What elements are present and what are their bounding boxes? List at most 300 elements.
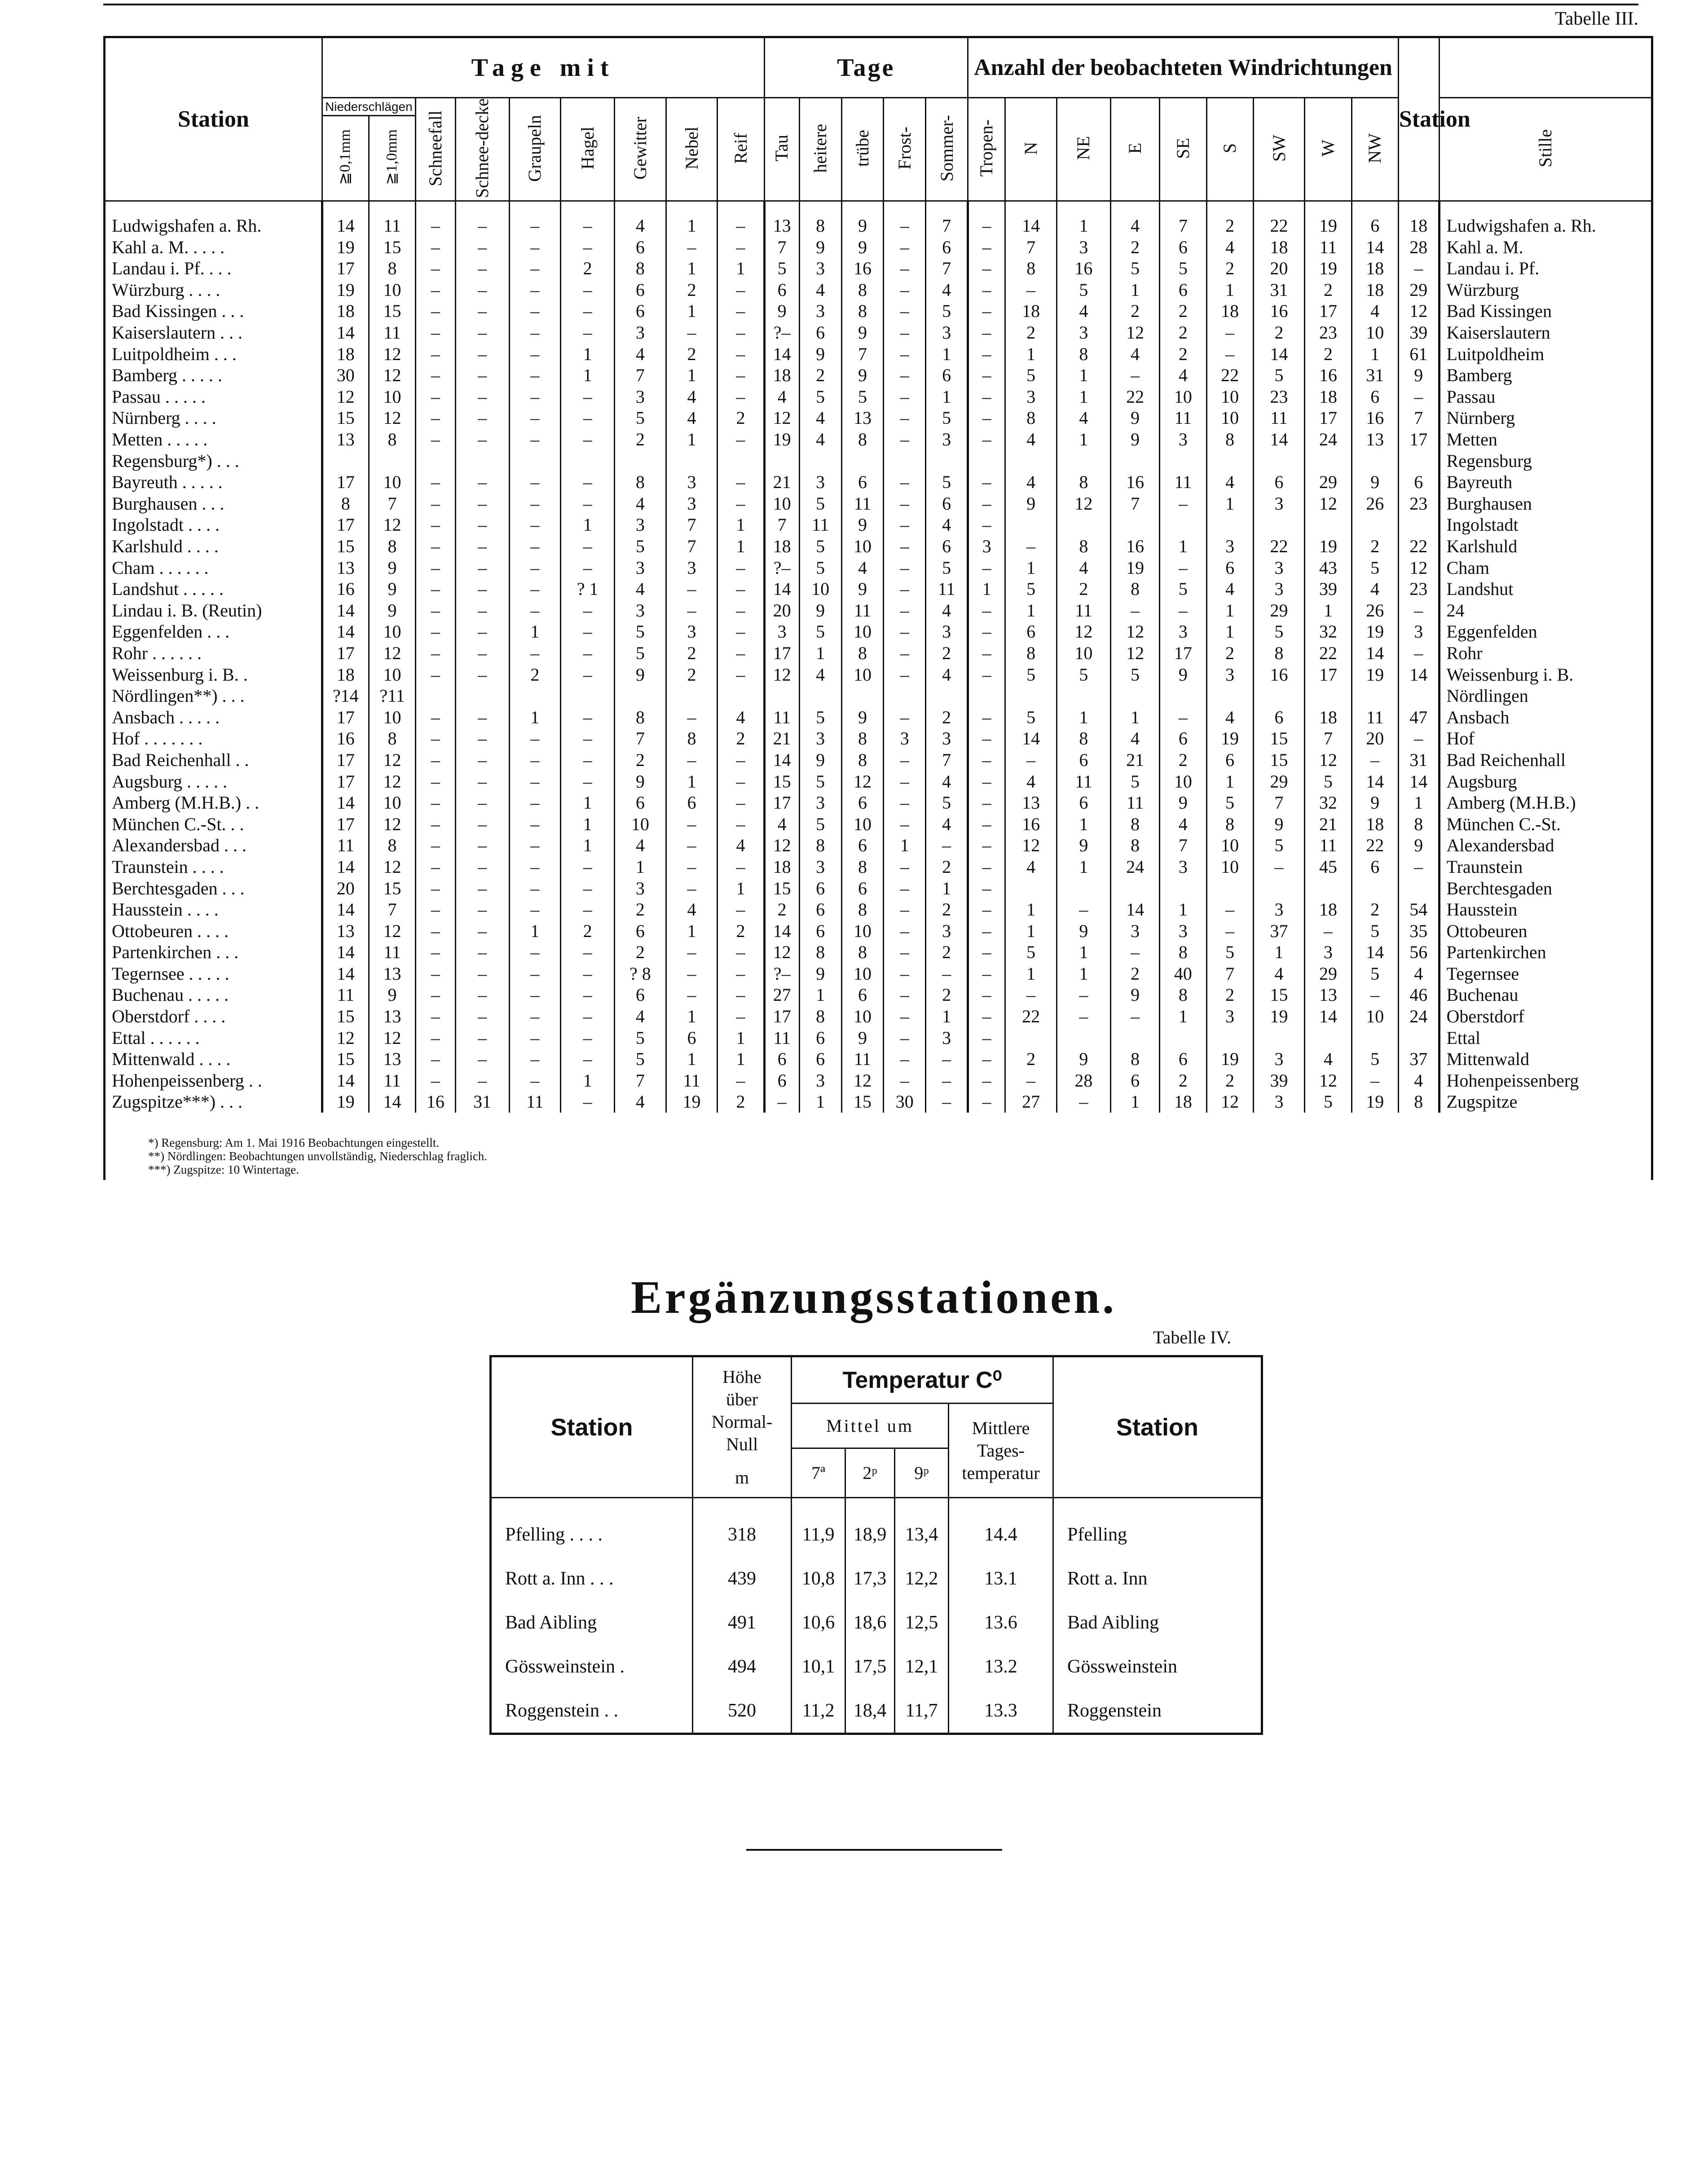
cell-value: –: [1160, 600, 1206, 621]
cell-value: 7: [369, 899, 415, 920]
cell-value: 8: [1110, 578, 1159, 600]
table-row: [105, 899, 1652, 920]
cell-value: 56: [1398, 942, 1439, 963]
table-row: [105, 450, 1652, 472]
t4-station-header-right: Station: [1053, 1356, 1262, 1498]
cell-value: 14: [764, 343, 799, 365]
cell-value: 11: [1160, 407, 1206, 429]
cell-value: –: [968, 557, 1005, 579]
cell-value: 11: [666, 1070, 718, 1092]
cell-value: –: [455, 429, 509, 450]
station-name-right: Zugspitze: [1439, 1091, 1652, 1113]
cell-value: 6: [1160, 279, 1206, 301]
cell-value: 15: [1253, 984, 1305, 1006]
station-name: Alexandersbad . . .: [105, 835, 322, 856]
cell-value: –: [509, 279, 561, 301]
cell-value: 5: [1160, 258, 1206, 279]
cell-value: 10,1: [792, 1645, 845, 1689]
cell-value: –: [509, 386, 561, 408]
cell-value: 16: [416, 1091, 456, 1113]
cell-value: –: [968, 835, 1005, 856]
cell-value: 12: [841, 771, 884, 792]
cell-value: –: [884, 322, 926, 343]
cell-value: 6: [1110, 1070, 1159, 1092]
cell-value: 12: [764, 664, 799, 686]
cell-value: 5: [1057, 279, 1111, 301]
cell-value: 32: [1305, 792, 1351, 814]
cell-value: –: [718, 1006, 764, 1027]
cell-value: 4: [1005, 771, 1057, 792]
cell-value: 19: [764, 429, 799, 450]
cell-value: –: [455, 493, 509, 515]
cell-value: 15: [322, 1006, 369, 1027]
cell-value: 7: [369, 493, 415, 515]
cell-value: –: [561, 300, 615, 322]
cell-value: [1160, 450, 1206, 472]
cell-value: –: [718, 600, 764, 621]
cell-value: 8: [369, 429, 415, 450]
cell-value: 4: [615, 215, 666, 237]
cell-value: 14: [1351, 643, 1398, 664]
cell-value: 18: [1351, 258, 1398, 279]
cell-value: 6: [1206, 557, 1253, 579]
cell-value: [1005, 450, 1057, 472]
cell-value: –: [509, 963, 561, 985]
cell-value: 16: [322, 578, 369, 600]
cell-value: 4: [1057, 557, 1111, 579]
cell-value: 24: [1398, 1006, 1439, 1027]
cell-value: 11,2: [792, 1689, 845, 1734]
cell-value: 3: [1253, 1091, 1305, 1113]
cell-value: –: [455, 557, 509, 579]
cell-value: 7: [666, 536, 718, 557]
table-row: [491, 1601, 1262, 1645]
cell-value: 5: [799, 493, 841, 515]
station-name-right: München C.-St.: [1439, 814, 1652, 835]
cell-value: 2: [561, 258, 615, 279]
cell-value: 4: [615, 578, 666, 600]
cell-value: [615, 685, 666, 707]
cell-value: –: [509, 792, 561, 814]
cell-value: 12,5: [895, 1601, 949, 1645]
cell-value: 9: [841, 322, 884, 343]
station-name: Oberstdorf . . . .: [105, 1006, 322, 1027]
cell-value: 3: [666, 493, 718, 515]
cell-value: –: [1057, 1006, 1111, 1027]
cell-value: 9: [615, 664, 666, 686]
cell-value: 4: [1110, 343, 1159, 365]
cell-value: 10: [841, 664, 884, 686]
cell-value: 2: [764, 899, 799, 920]
cell-value: –: [718, 856, 764, 878]
cell-value: 9: [799, 600, 841, 621]
cell-value: 8: [841, 749, 884, 771]
cell-value: 3: [968, 536, 1005, 557]
cell-value: –: [455, 664, 509, 686]
cell-value: –: [455, 258, 509, 279]
cell-value: –: [1253, 856, 1305, 878]
station-name: Rohr . . . . . .: [105, 643, 322, 664]
station-name-right: Bad Reichenhall: [1439, 749, 1652, 771]
cell-value: 14: [1253, 343, 1305, 365]
cell-value: –: [416, 771, 456, 792]
cell-value: –: [416, 557, 456, 579]
cell-value: 37: [1253, 920, 1305, 942]
cell-value: –: [718, 343, 764, 365]
cell-value: 3: [926, 429, 968, 450]
cell-value: [1057, 514, 1111, 536]
cell-value: –: [561, 664, 615, 686]
cell-value: –: [509, 365, 561, 386]
cell-value: –: [509, 942, 561, 963]
cell-value: 2: [1005, 1048, 1057, 1070]
cell-value: –: [561, 557, 615, 579]
cell-value: 7: [1206, 963, 1253, 985]
cell-value: 7: [1160, 215, 1206, 237]
cell-value: –: [666, 963, 718, 985]
station-name: Burghausen . . .: [105, 493, 322, 515]
cell-value: 6: [841, 471, 884, 493]
cell-value: ? 1: [561, 578, 615, 600]
cell-value: 1: [561, 343, 615, 365]
cell-value: 1: [799, 1091, 841, 1113]
cell-value: –: [718, 814, 764, 835]
cell-value: 13: [322, 557, 369, 579]
cell-value: [1110, 450, 1159, 472]
cell-value: 10: [369, 279, 415, 301]
cell-value: –: [884, 878, 926, 899]
cell-value: 4: [1005, 429, 1057, 450]
station-name: Amberg (M.H.B.) . .: [105, 792, 322, 814]
cell-value: [1206, 1027, 1253, 1049]
cell-value: 15: [369, 237, 415, 258]
cell-value: [1351, 685, 1398, 707]
cell-value: –: [416, 1027, 456, 1049]
cell-value: 2: [1206, 1070, 1253, 1092]
station-name-right: Rohr: [1439, 643, 1652, 664]
cell-value: 11: [369, 942, 415, 963]
cell-value: –: [884, 343, 926, 365]
cell-value: 17: [1305, 407, 1351, 429]
footnote-2: **) Nördlingen: Beobachtungen unvollständig, Niederschlag fraglich.: [148, 1149, 488, 1163]
cell-value: 26: [1351, 493, 1398, 515]
cell-value: 3: [926, 1027, 968, 1049]
cell-value: 1: [509, 707, 561, 728]
header-heitere: heitere: [799, 98, 841, 201]
cell-value: 10: [841, 621, 884, 643]
cell-value: –: [968, 1091, 1005, 1113]
cell-value: 21: [1305, 814, 1351, 835]
cell-value: 7: [1398, 407, 1439, 429]
cell-value: 1: [1005, 557, 1057, 579]
cell-value: 8: [841, 942, 884, 963]
cell-value: 1: [1160, 899, 1206, 920]
cell-value: 16: [1305, 365, 1351, 386]
cell-value: 2: [1160, 749, 1206, 771]
cell-value: 11: [322, 835, 369, 856]
cell-value: 16: [1253, 664, 1305, 686]
cell-value: 3: [1206, 1006, 1253, 1027]
cell-value: 14: [1351, 942, 1398, 963]
cell-value: –: [968, 814, 1005, 835]
table-row: [105, 942, 1652, 963]
cell-value: ?–: [764, 963, 799, 985]
cell-value: –: [968, 728, 1005, 749]
cell-value: 10: [799, 578, 841, 600]
cell-value: –: [718, 664, 764, 686]
cell-value: 4: [926, 814, 968, 835]
cell-value: 9: [1351, 792, 1398, 814]
cell-value: –: [968, 365, 1005, 386]
cell-value: 4: [1005, 856, 1057, 878]
cell-value: 1: [1057, 429, 1111, 450]
cell-value: 12: [1110, 643, 1159, 664]
cell-value: 10: [841, 814, 884, 835]
cell-value: 10: [1351, 322, 1398, 343]
cell-value: –: [416, 279, 456, 301]
cell-value: 1: [799, 984, 841, 1006]
cell-value: –: [455, 1006, 509, 1027]
station-name: Zugspitze***) . . .: [105, 1091, 322, 1113]
cell-value: –: [968, 300, 1005, 322]
cell-value: –: [884, 856, 926, 878]
cell-value: 13.6: [949, 1601, 1053, 1645]
cell-value: –: [509, 322, 561, 343]
station-name: Kahl a. M. . . . .: [105, 237, 322, 258]
cell-value: –: [561, 878, 615, 899]
cell-value: 19: [1351, 664, 1398, 686]
cell-value: 3: [1253, 578, 1305, 600]
cell-value: 1: [561, 514, 615, 536]
cell-value: 5: [1005, 578, 1057, 600]
cell-value: –: [718, 984, 764, 1006]
cell-value: 8: [615, 471, 666, 493]
cell-value: [416, 450, 456, 472]
cell-value: 54: [1398, 899, 1439, 920]
cell-value: 10: [1206, 856, 1253, 878]
cell-value: 1: [561, 814, 615, 835]
station-name: Regensburg*) . . .: [105, 450, 322, 472]
cell-value: 6: [1253, 707, 1305, 728]
cell-value: 7: [1160, 835, 1206, 856]
cell-value: 6: [799, 899, 841, 920]
cell-value: 13.2: [949, 1645, 1053, 1689]
cell-value: 1: [666, 300, 718, 322]
cell-value: –: [666, 707, 718, 728]
cell-value: 5: [1206, 942, 1253, 963]
cell-value: 16: [1110, 471, 1159, 493]
cell-value: –: [561, 984, 615, 1006]
cell-value: 6: [799, 1027, 841, 1049]
cell-value: [1206, 514, 1253, 536]
cell-value: 14: [322, 856, 369, 878]
cell-value: –: [884, 664, 926, 686]
cell-value: [1398, 514, 1439, 536]
cell-value: 11: [1057, 771, 1111, 792]
cell-value: –: [884, 536, 926, 557]
cell-value: –: [509, 429, 561, 450]
station-header-left: Station: [105, 37, 322, 201]
cell-value: –: [509, 536, 561, 557]
cell-value: 18: [1005, 300, 1057, 322]
station-name-right: Bayreuth: [1439, 471, 1652, 493]
cell-value: [455, 685, 509, 707]
cell-value: 29: [1253, 771, 1305, 792]
cell-value: 30: [322, 365, 369, 386]
table-row: [105, 386, 1652, 408]
cell-value: 18: [1160, 1091, 1206, 1113]
cell-value: [561, 685, 615, 707]
cell-value: 1: [561, 835, 615, 856]
cell-value: 10: [841, 963, 884, 985]
cell-value: 6: [799, 1048, 841, 1070]
cell-value: –: [666, 237, 718, 258]
cell-value: 21: [764, 728, 799, 749]
cell-value: –: [1005, 1070, 1057, 1092]
station-name: Tegernsee . . . . .: [105, 963, 322, 985]
cell-value: –: [926, 835, 968, 856]
cell-value: 29: [1305, 963, 1351, 985]
cell-value: 8: [1398, 814, 1439, 835]
cell-value: –: [455, 1070, 509, 1092]
cell-value: 5: [926, 557, 968, 579]
cell-value: 21: [1110, 749, 1159, 771]
cell-value: [1305, 878, 1351, 899]
cell-value: 4: [666, 407, 718, 429]
table-row: [105, 664, 1652, 686]
cell-value: 29: [1305, 471, 1351, 493]
cell-value: –: [455, 279, 509, 301]
cell-value: –: [416, 429, 456, 450]
cell-value: –: [718, 365, 764, 386]
cell-value: 14: [322, 215, 369, 237]
cell-value: 18: [322, 300, 369, 322]
cell-value: 12: [764, 407, 799, 429]
station-name: Kaiserslautern . . .: [105, 322, 322, 343]
cell-value: 22: [1351, 835, 1398, 856]
table-row: [105, 835, 1652, 856]
cell-value: –: [1206, 899, 1253, 920]
station-name: Weissenburg i. B. .: [105, 664, 322, 686]
cell-value: 13: [841, 407, 884, 429]
cell-value: –: [1110, 942, 1159, 963]
cell-value: 8: [1110, 835, 1159, 856]
cell-value: –: [509, 578, 561, 600]
cell-value: 17: [322, 749, 369, 771]
table-4: [489, 1355, 1263, 1735]
cell-value: 15: [322, 536, 369, 557]
cell-value: 9: [369, 984, 415, 1006]
cell-value: –: [455, 407, 509, 429]
cell-value: –: [884, 429, 926, 450]
station-name-right: Ingolstadt: [1439, 514, 1652, 536]
cell-value: 39: [1253, 1070, 1305, 1092]
cell-value: 2: [1351, 899, 1398, 920]
cell-value: ? 8: [615, 963, 666, 985]
cell-value: 14: [1398, 771, 1439, 792]
cell-value: 9: [1110, 429, 1159, 450]
cell-value: 8: [1005, 407, 1057, 429]
table-row: [105, 600, 1652, 621]
cell-value: –: [884, 514, 926, 536]
cell-value: 4: [1398, 1070, 1439, 1092]
cell-value: 8: [799, 1006, 841, 1027]
cell-value: –: [416, 899, 456, 920]
cell-value: 5: [799, 814, 841, 835]
top-rule: [103, 4, 1638, 5]
station-name-right: Berchtesgaden: [1439, 878, 1652, 899]
cell-value: 8: [1253, 643, 1305, 664]
cell-value: –: [416, 920, 456, 942]
header-schneedecke: Schnee-decke: [455, 98, 509, 201]
cell-value: 14: [322, 942, 369, 963]
cell-value: –: [455, 322, 509, 343]
cell-value: [1005, 514, 1057, 536]
cell-value: 27: [1005, 1091, 1057, 1113]
table-row: [105, 365, 1652, 386]
cell-value: –: [455, 878, 509, 899]
cell-value: 19: [1110, 557, 1159, 579]
cell-value: –: [968, 984, 1005, 1006]
cell-value: 8: [841, 279, 884, 301]
cell-value: 9: [1351, 471, 1398, 493]
cell-value: 11: [1160, 471, 1206, 493]
cell-value: 1: [561, 365, 615, 386]
cell-value: 2: [1206, 258, 1253, 279]
cell-value: –: [509, 771, 561, 792]
table-row: [105, 1027, 1652, 1049]
cell-value: –: [509, 557, 561, 579]
cell-value: 15: [322, 407, 369, 429]
cell-value: 8: [615, 258, 666, 279]
station-name-right: Kahl a. M.: [1439, 237, 1652, 258]
cell-value: –: [718, 279, 764, 301]
station-header-right: Station: [1398, 37, 1439, 201]
cell-value: 47: [1398, 707, 1439, 728]
cell-value: 11: [841, 600, 884, 621]
table-row: [105, 792, 1652, 814]
cell-value: 6: [1160, 728, 1206, 749]
cell-value: 7: [1305, 728, 1351, 749]
cell-value: –: [1110, 365, 1159, 386]
cell-value: –: [1398, 258, 1439, 279]
cell-value: 9: [841, 365, 884, 386]
cell-value: [1057, 450, 1111, 472]
cell-value: 2: [615, 899, 666, 920]
cell-value: –: [455, 728, 509, 749]
cell-value: 19: [1351, 621, 1398, 643]
cell-value: 5: [615, 536, 666, 557]
header-tau: Tau: [764, 98, 799, 201]
cell-value: 3: [1253, 493, 1305, 515]
cell-value: 13: [1351, 429, 1398, 450]
cell-value: 2: [1305, 279, 1351, 301]
cell-value: –: [666, 814, 718, 835]
cell-value: –: [926, 1048, 968, 1070]
cell-value: –: [455, 899, 509, 920]
station-name: Pfelling . . . .: [491, 1513, 693, 1557]
cell-value: [926, 685, 968, 707]
table-row: [105, 300, 1652, 322]
station-name-right: Hof: [1439, 728, 1652, 749]
cell-value: –: [561, 215, 615, 237]
cell-value: 31: [455, 1091, 509, 1113]
cell-value: 16: [1005, 814, 1057, 835]
cell-value: 15: [841, 1091, 884, 1113]
cell-value: –: [666, 749, 718, 771]
table-row: [491, 1557, 1262, 1601]
cell-value: 3: [884, 728, 926, 749]
